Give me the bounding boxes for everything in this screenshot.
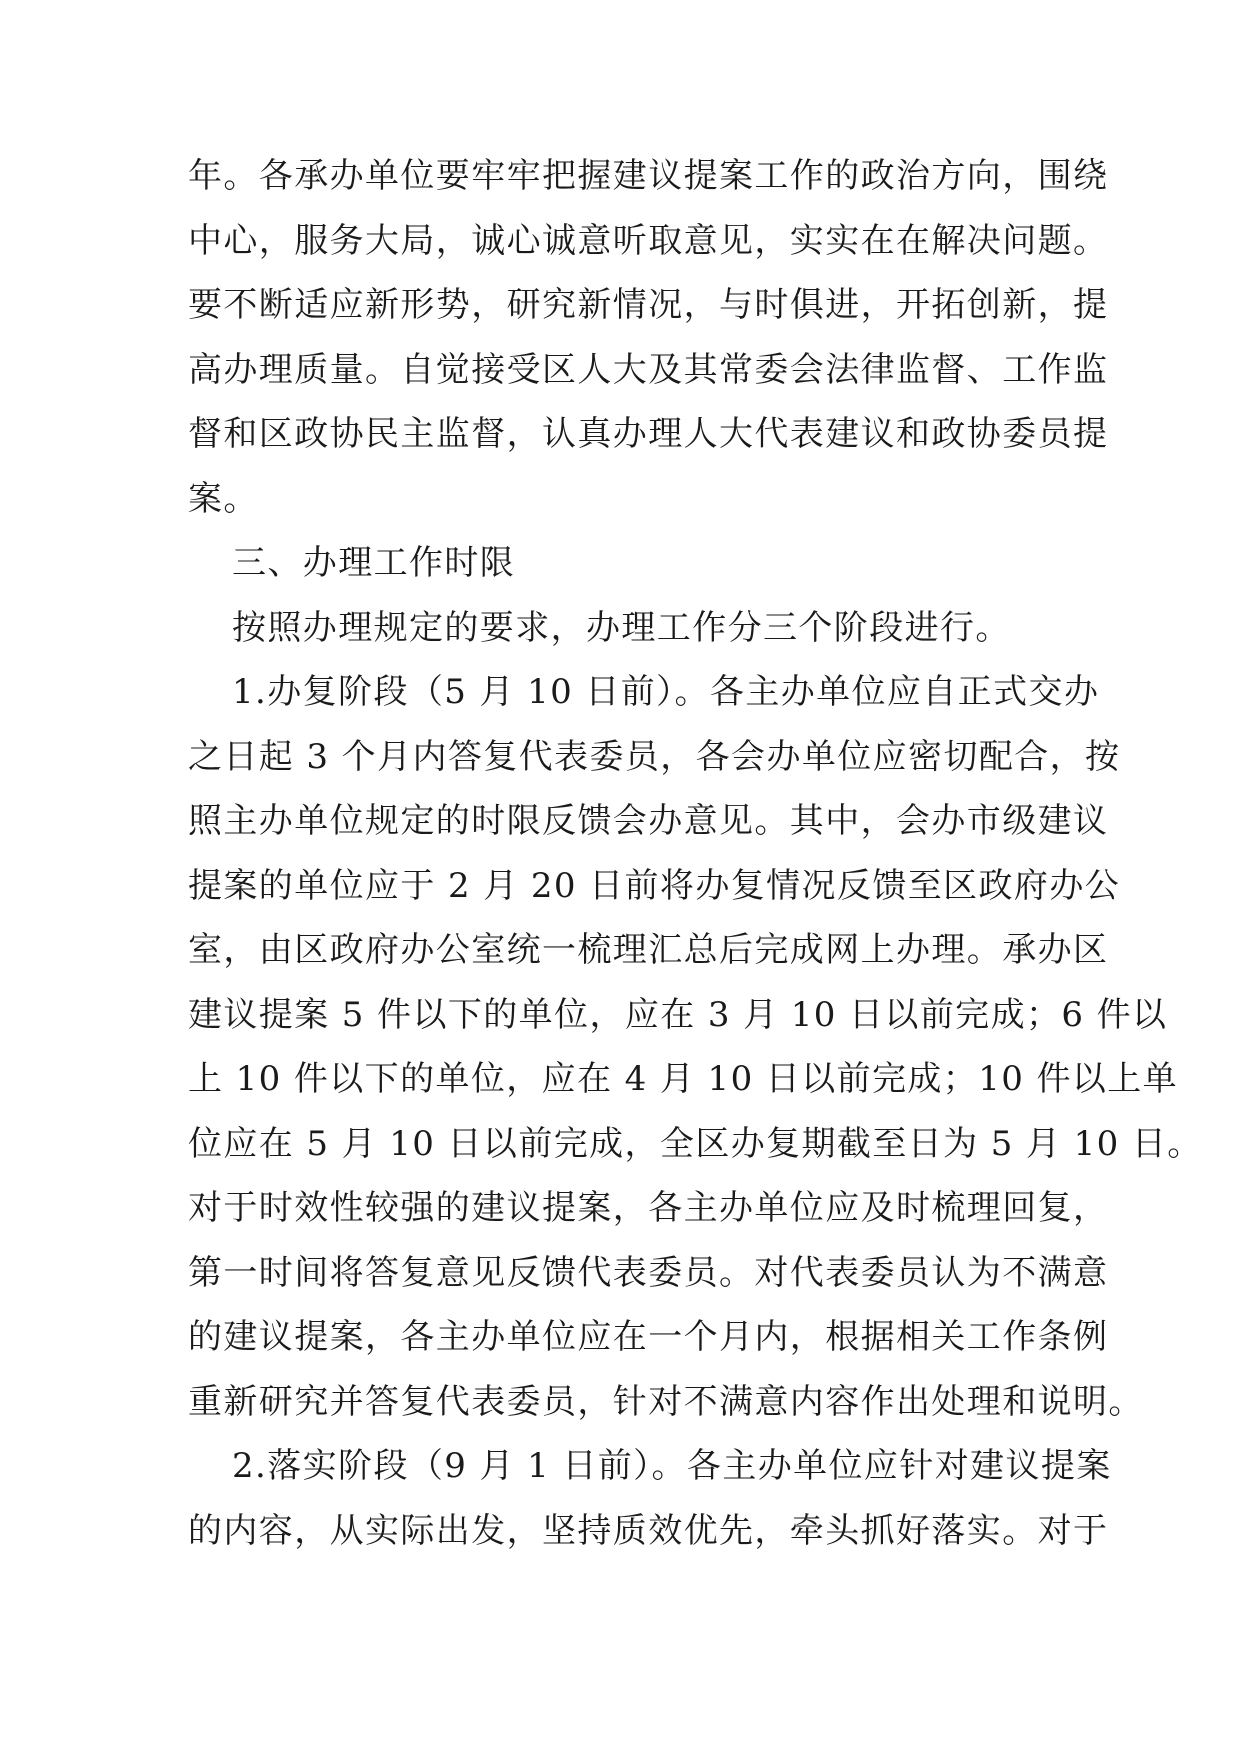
text-line: 2.落实阶段（9 月 1 日前）。各主办单位应针对建议提案: [232, 1446, 1112, 1486]
text-line: 督和区政协民主监督，认真办理人大代表建议和政协委员提: [188, 414, 1109, 454]
text-line: 要不断适应新形势，研究新情况，与时俱进，开拓创新，提: [188, 285, 1109, 325]
text-line: 上 10 件以下的单位，应在 4 月 10 日以前完成；10 件以上单: [188, 1059, 1179, 1099]
text-line: 提案的单位应于 2 月 20 日前将办复情况反馈至区政府办公: [188, 865, 1121, 906]
text-line: 室，由区政府办公室统一梳理汇总后完成网上办理。承办区: [188, 930, 1109, 970]
text-line: 按照办理规定的要求，办理工作分三个阶段进行。: [232, 607, 1011, 648]
text-line: 对于时效性较强的建议提案，各主办单位应及时梳理回复，: [188, 1188, 1109, 1228]
text-line: 中心，服务大局，诚心诚意听取意见，实实在在解决问题。: [188, 220, 1109, 261]
text-line: 第一时间将答复意见反馈代表委员。对代表委员认为不满意: [188, 1252, 1109, 1293]
section-heading: 三、办理工作时限: [232, 543, 516, 583]
text-line: 案。: [188, 478, 259, 519]
text-line: 的建议提案，各主办单位应在一个月内，根据相关工作条例: [188, 1317, 1109, 1357]
text-line: 1.办复阶段（5 月 10 日前）。各主办单位应自正式交办: [232, 672, 1100, 712]
text-line: 年。各承办单位要牢牢把握建议提案工作的政治方向，围绕: [188, 156, 1109, 196]
text-line: 高办理质量。自觉接受区人大及其常委会法律监督、工作监: [188, 349, 1109, 390]
text-line: 建议提案 5 件以下的单位，应在 3 月 10 日以前完成；6 件以: [188, 994, 1168, 1035]
text-line: 的内容，从实际出发，坚持质效优先，牵头抓好落实。对于: [188, 1510, 1109, 1551]
text-line: 重新研究并答复代表委员，针对不满意内容作出处理和说明。: [188, 1381, 1144, 1422]
text-line: 之日起 3 个月内答复代表委员，各会办单位应密切配合，按: [188, 736, 1121, 777]
text-line: 照主办单位规定的时限反馈会办意见。其中，会办市级建议: [188, 801, 1109, 841]
text-line: 位应在 5 月 10 日以前完成，全区办复期截至日为 5 月 10 日。: [188, 1123, 1203, 1164]
